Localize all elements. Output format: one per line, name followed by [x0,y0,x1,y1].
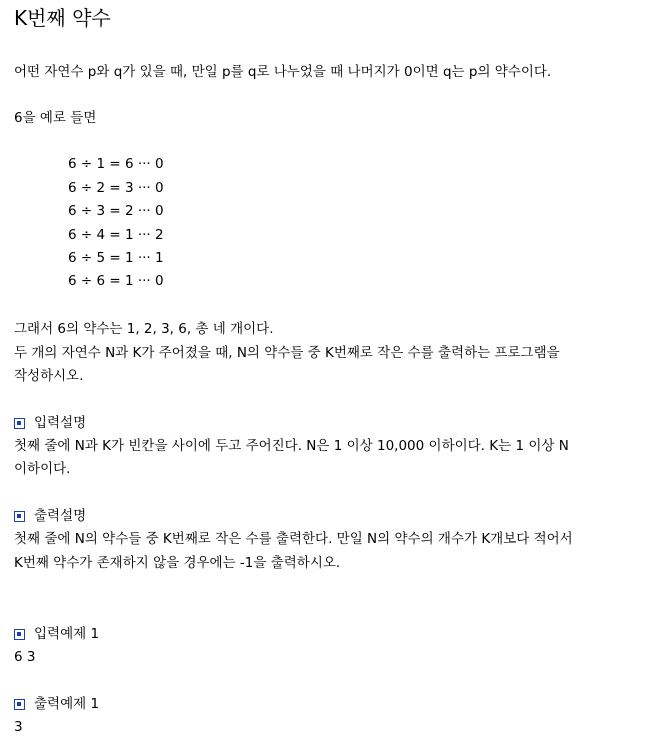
intro-text: 어떤 자연수 p와 q가 있을 때, 만일 p를 q로 나누었을 때 나머지가 0이면 q는 p의 약수이다. [14,64,552,80]
task-text-line1: 두 개의 자연수 N과 K가 주어졌을 때, N의 약수들 중 K번째로 작은 수를 출력하는 프로그램을 [14,345,560,361]
output-description-line2: K번째 약수가 존재하지 않을 경우에는 -1을 출력하시오. [14,555,341,571]
input-example-value: 6 3 [14,649,36,665]
output-example-label: 출력예제 1 [34,696,100,712]
input-example-heading [14,625,99,643]
input-example-label: 입력예제 1 [34,626,100,642]
task-text-line2: 작성하시오. [14,368,84,384]
page-title: K번째 약수 [14,6,111,30]
equation-line: 6 ÷ 6 = 1 ··· 0 [68,273,164,289]
output-description-heading [14,507,86,525]
conclusion-text: 그래서 6의 약수는 1, 2, 3, 6, 총 네 개이다. [14,321,274,337]
output-description-label: 출력설명 [34,508,87,524]
equation-line: 6 ÷ 5 = 1 ··· 1 [68,250,164,266]
input-description-line2: 이하이다. [14,461,71,477]
output-description-line1: 첫째 줄에 N의 약수들 중 K번째로 작은 수를 출력한다. 만일 N의 약수의 개수가 K개보다 적어서 [14,531,573,547]
equation-line: 6 ÷ 1 = 6 ··· 0 [68,156,164,172]
equation-line: 6 ÷ 2 = 3 ··· 0 [68,180,164,196]
input-description-line1: 첫째 줄에 N과 K가 빈칸을 사이에 두고 주어진다. N은 1 이상 10,000 이하이다. K는 1 이상 N [14,438,569,454]
square-bullet-icon [14,629,25,640]
output-example-value: 3 [14,719,23,735]
square-bullet-icon [14,511,25,522]
output-example-heading [14,695,99,713]
example-intro: 6을 예로 들면 [14,110,97,126]
input-description-label: 입력설명 [34,415,87,431]
square-bullet-icon [14,699,25,710]
square-bullet-icon [14,418,25,429]
equation-line: 6 ÷ 4 = 1 ··· 2 [68,227,164,243]
equation-line: 6 ÷ 3 = 2 ··· 0 [68,203,164,219]
input-description-heading [14,414,86,432]
